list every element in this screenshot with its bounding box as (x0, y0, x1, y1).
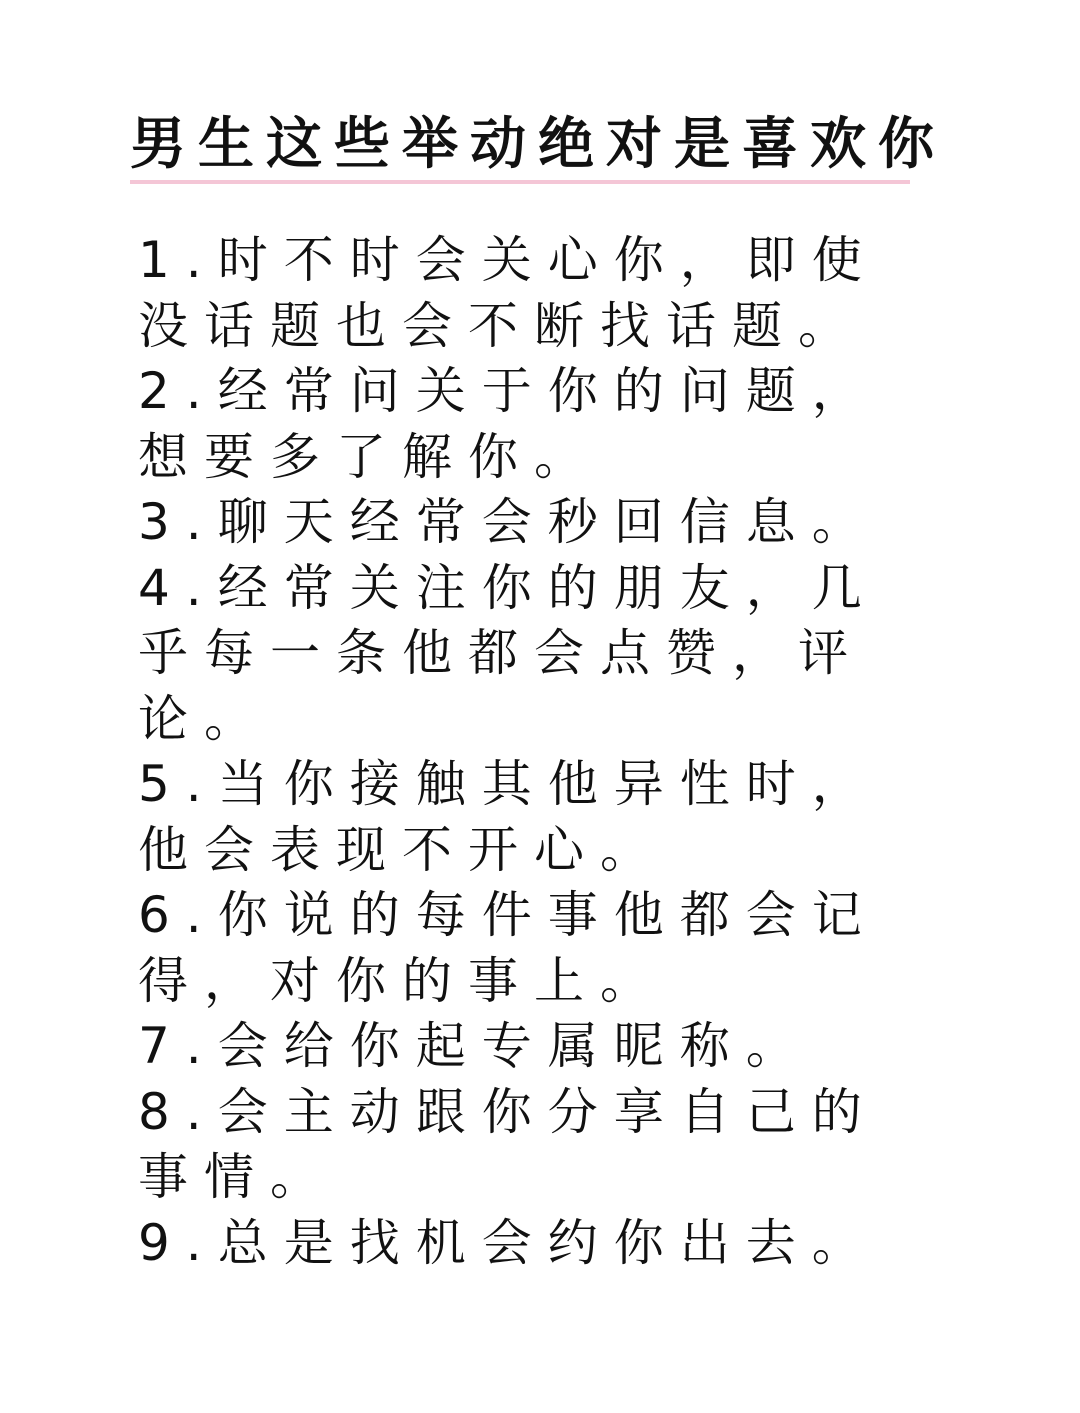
list-item-2: 2.经常问关于你的问题，想要多了解你。 (138, 362, 878, 486)
list-item-4: 4.经常关注你的朋友，几乎每一条他都会点赞，评论。 (138, 558, 878, 748)
list-item-5: 5.当你接触其他异性时，他会表现不开心。 (138, 755, 878, 879)
list-item-7: 7.会给你起专属昵称。 (138, 1017, 812, 1075)
title-block (130, 108, 946, 184)
tips-list (138, 228, 938, 1276)
page-title: 男生这些举动绝对是喜欢你 (130, 112, 946, 177)
list-item-8: 8.会主动跟你分享自己的事情。 (138, 1082, 878, 1206)
list-item-9: 9.总是找机会约你出去。 (138, 1213, 878, 1272)
list-item-6: 6.你说的每件事他都会记得，对你的事上。 (138, 886, 878, 1010)
list-item-3: 3.聊天经常会秒回信息。 (138, 493, 878, 551)
list-item-1: 1.时不时会关心你，即使没话题也会不断找话题。 (138, 231, 878, 355)
